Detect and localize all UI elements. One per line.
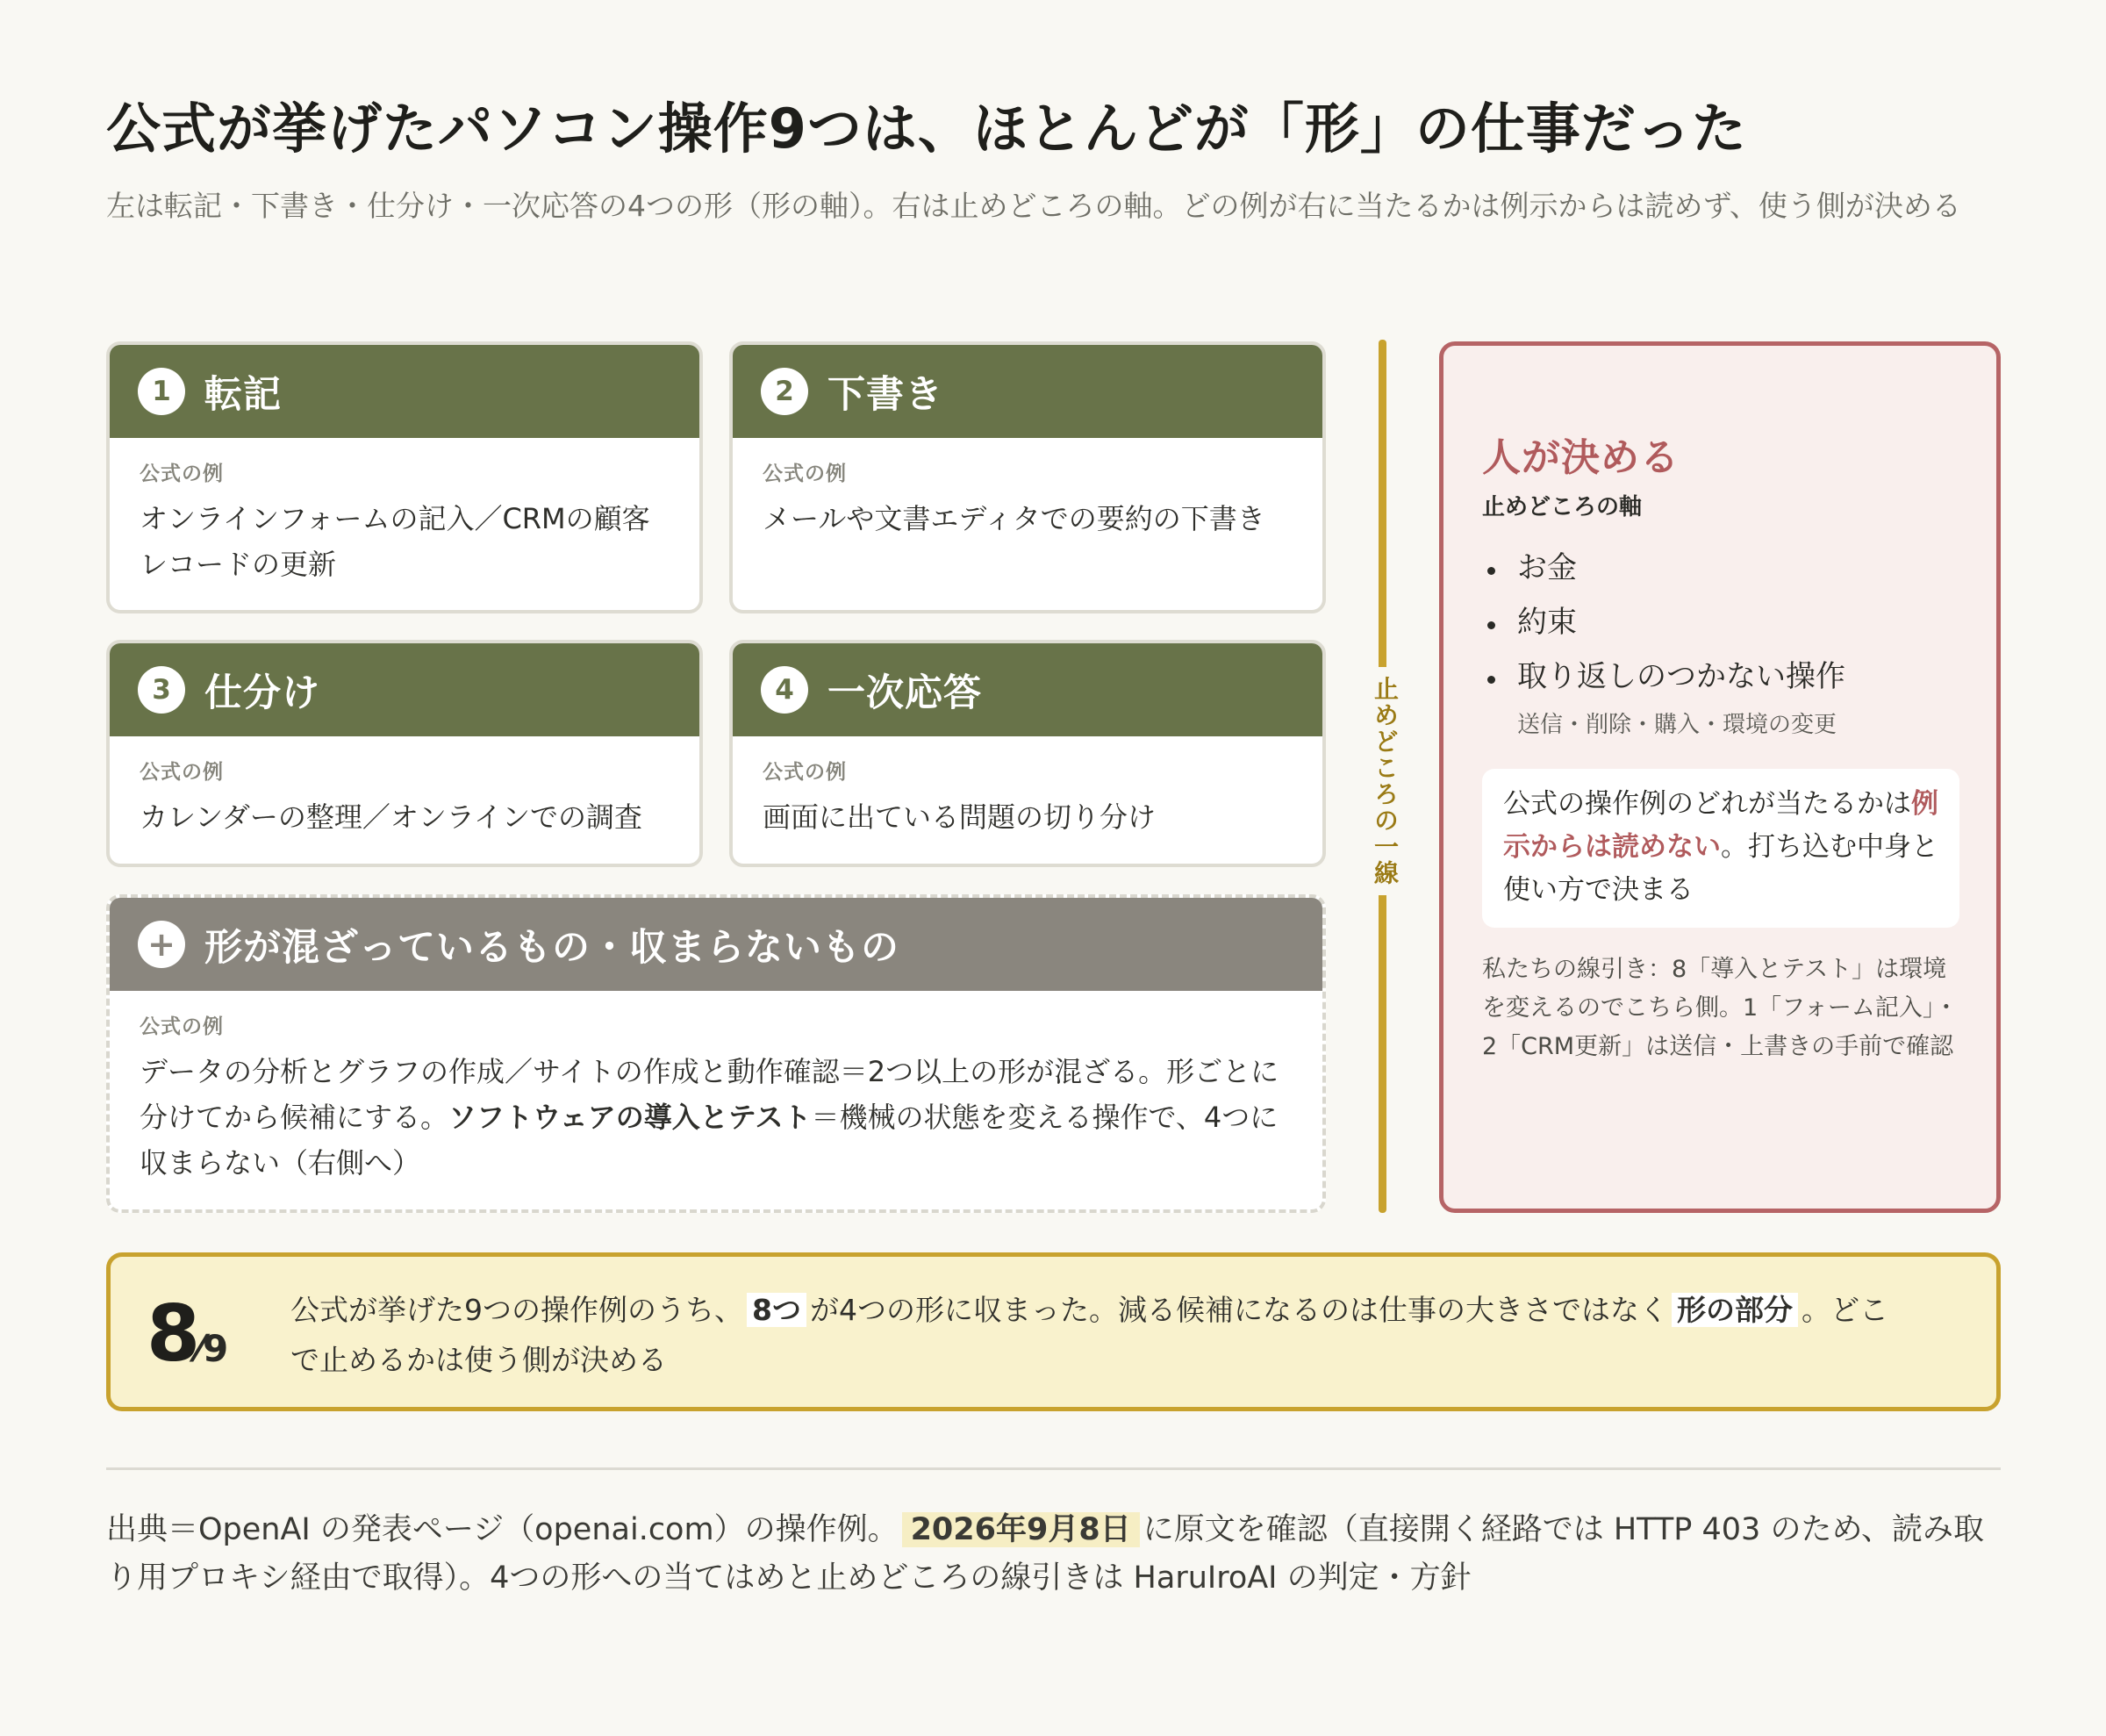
mixed-text-b: ＝機械の状態を変える操作で、4つに収まらない（右側へ） [140, 1101, 1279, 1180]
source-text-b: に原文を確認（直接開く経路では HTTP 403 のため、読み取り用プロキシ経由で取得）。4つの形への当てはめと止めどころの線引きは HaruIroAI の判定・方針 [106, 1512, 1985, 1596]
summary-text-b: が4つの形に収まった。減る候補になるのは仕事の大きさではなく [809, 1293, 1668, 1327]
card-header [110, 345, 699, 438]
example-label: 公式の例 [140, 463, 224, 485]
summary-text-c: 。どこで止めるかは使う側が決める [290, 1293, 1888, 1377]
card-title: 下書き [827, 372, 943, 417]
card-transcription [106, 341, 703, 613]
card-title: 転記 [204, 372, 282, 417]
source-note [106, 1506, 2001, 1603]
example-text: メールや文書エディタでの要約の下書き [763, 502, 1265, 535]
callout-text-a: 公式の操作例のどれが当たるかは [1503, 788, 1911, 820]
number-badge: 3 [138, 666, 185, 714]
divider-label: 止めどころの一線 [1363, 667, 1402, 895]
source-date: 2026年9月8日 [902, 1512, 1140, 1547]
card-drafting [729, 341, 1326, 613]
source-text-a: 出典＝OpenAI の発表ページ（openai.com）の操作例。 [106, 1512, 899, 1547]
card-title: 仕分け [204, 671, 320, 715]
example-label: 公式の例 [763, 463, 847, 485]
human-decides-panel [1439, 341, 2001, 1213]
summary-text-a: 公式が挙げた9つの操作例のうち、 [290, 1293, 743, 1327]
card-header [110, 643, 699, 736]
list-item: お金 [1482, 541, 1959, 595]
card-first-response [729, 640, 1326, 867]
summary-highlight: 形の部分 [1672, 1293, 1798, 1327]
summary-text [290, 1285, 1905, 1385]
card-header [733, 345, 1322, 438]
page-title: 公式が挙げたパソコン操作9つは、ほとんどが「形」の仕事だった [106, 97, 1747, 161]
example-label: 公式の例 [140, 761, 224, 784]
number-badge: 4 [761, 666, 808, 714]
summary-numerator: 8 [147, 1288, 201, 1379]
mixed-text-a: データの分析とグラフの作成／サイトの作成と動作確認＝2つ以上の形が混ざる。形ごとに分けてから候補にする。 [140, 1055, 1279, 1134]
list-item: 約束 [1482, 595, 1959, 649]
stop-point-list [1482, 541, 1959, 704]
card-title: 形が混ざっているもの・収まらないもの [204, 925, 899, 970]
callout-emphasis: 例示からは読めない [1503, 788, 1938, 863]
example-label: 公式の例 [763, 761, 847, 784]
example-text: オンラインフォームの記入／CRMの顧客レコードの更新 [140, 502, 650, 581]
card-sorting [106, 640, 703, 867]
page-subtitle: 左は転記・下書き・仕分け・一次応答の4つの形（形の軸）。右は止めどころの軸。どの例が右に当たるかは例示からは読めず、使う側が決める [106, 189, 1961, 223]
panel-callout [1482, 769, 1959, 928]
example-text: 画面に出ている問題の切り分け [763, 800, 1157, 834]
card-title: 一次応答 [827, 671, 982, 715]
panel-title: 人が決める [1482, 435, 1680, 480]
summary-highlight: 8つ [747, 1293, 806, 1327]
card-header [110, 898, 1322, 991]
list-item: 取り返しのつかない操作 [1482, 649, 1959, 704]
card-header [733, 643, 1322, 736]
example-text [140, 1049, 1293, 1186]
summary-denominator: ⁄9 [197, 1327, 229, 1370]
number-badge: 2 [761, 368, 808, 415]
mixed-text-bold: ソフトウェアの導入とテスト [448, 1101, 812, 1134]
example-label: 公式の例 [140, 1015, 224, 1038]
callout-text-b: 。打ち込む中身と使い方で決まる [1503, 831, 1938, 906]
card-mixed [106, 894, 1326, 1213]
number-badge: 1 [138, 368, 185, 415]
example-text: カレンダーの整理／オンラインでの調査 [140, 800, 642, 834]
list-note: 送信・削除・購入・環境の変更 [1517, 712, 1837, 738]
plus-icon: + [138, 921, 185, 968]
panel-footer: 私たちの線引き：8「導入とテスト」は環境を変えるのでこちら側。1「フォーム記入」・2「CRM更新」は送信・上書きの手前で確認 [1482, 956, 1959, 1060]
summary-box [106, 1252, 2001, 1411]
divider-rule [106, 1467, 2001, 1470]
panel-subtitle: 止めどころの軸 [1482, 494, 1643, 520]
